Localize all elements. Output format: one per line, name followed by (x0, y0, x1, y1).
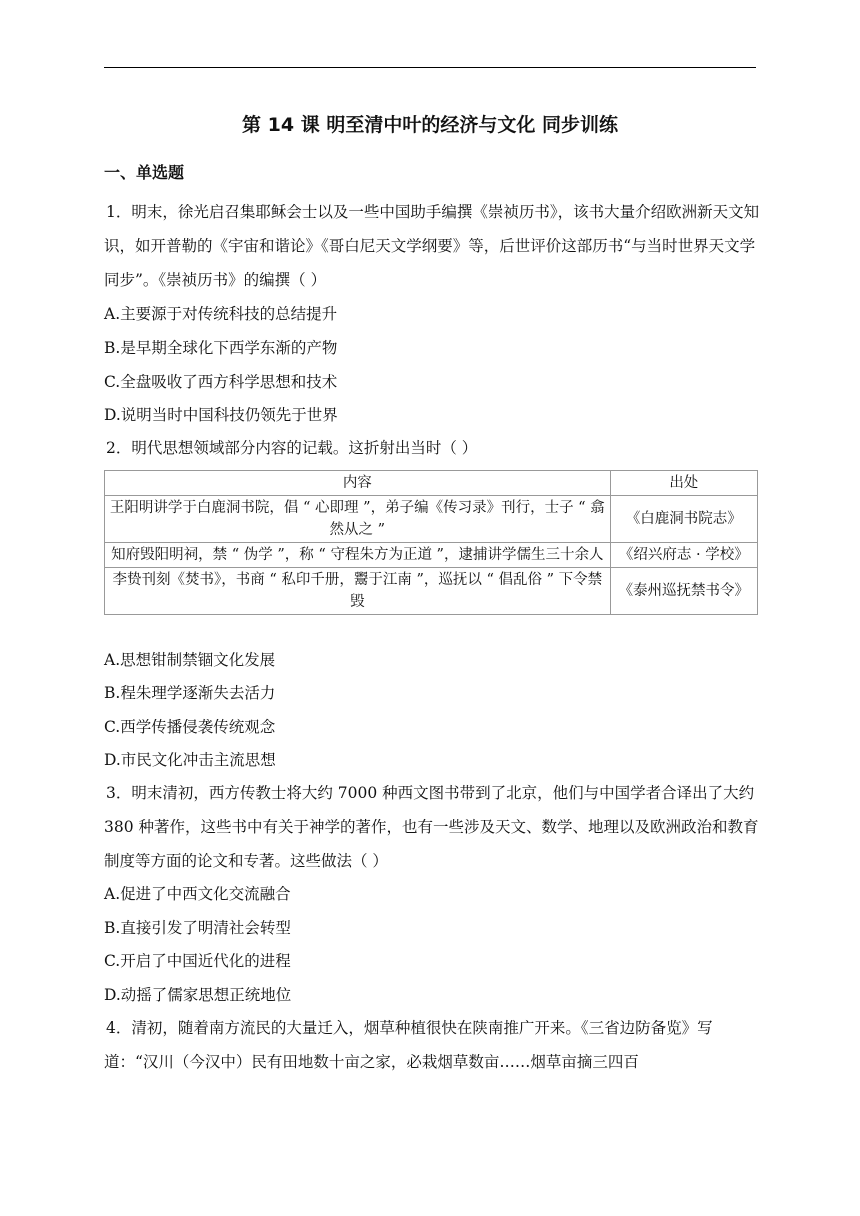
header-rule (104, 67, 756, 68)
question-2-option-b: B.程朱理学逐渐失去活力 (104, 684, 276, 702)
question-3-option-a: A.促进了中西文化交流融合 (104, 885, 291, 903)
table-header-row (105, 471, 758, 496)
question-4-stem: 4．清初，随着南方流民的大量迁入，烟草种植很快在陕南推广开来。《三省边防备览》写道：“汉川（今汉中）民有田地数十亩之家，必栽烟草数亩……烟草亩摘三四百 (104, 1019, 713, 1071)
table-cell-source: 《白鹿洞书院志》 (610, 496, 757, 543)
question-3-option-c: C.开启了中国近代化的进程 (104, 952, 291, 970)
question-1-stem: 1．明末，徐光启召集耶稣会士以及一些中国助手编撰《崇祯历书》，该书大量介绍欧洲新天文知识，如开普勒的《宇宙和谐论》《哥白尼天文学纲要》等，后世评价这部历书“与当时世界天文学同步”。《崇祯历书》的编撰（ ） (104, 203, 760, 289)
question-3-option-b: B.直接引发了明清社会转型 (104, 919, 291, 937)
table-cell-source: 《泰州巡抚禁书令》 (610, 568, 757, 615)
question-2-stem: 2．明代思想领域部分内容的记载。这折射出当时（ ） (106, 439, 478, 457)
table-cell-content: 知府毁阳明祠，禁 “ 伪学 ”，称 “ 守程朱方为正道 ”，逮捕讲学儒生三十余人 (105, 543, 611, 568)
question-1-option-d: D.说明当时中国科技仍领先于世界 (104, 406, 338, 424)
table-cell-content: 李贽刊刻《焚书》，书商 “ 私印千册，鬻于江南 ”，巡抚以 “ 倡乱俗 ” 下令禁毁 (105, 568, 611, 615)
table-cell-source: 《绍兴府志 · 学校》 (610, 543, 757, 568)
table-cell-content: 王阳明讲学于白鹿洞书院，倡 “ 心即理 ”，弟子编《传习录》刊行，士子 “ 翕然从之 ” (105, 496, 611, 543)
table-row (105, 543, 758, 568)
question-1-option-a: A.主要源于对传统科技的总结提升 (104, 305, 338, 323)
table-header-content: 内容 (105, 471, 611, 496)
section-heading: 一、单选题 (104, 163, 185, 182)
table-header-source: 出处 (610, 471, 757, 496)
question-2-option-a: A.思想钳制禁锢文化发展 (104, 651, 276, 669)
question-3-stem: 3．明末清初，西方传教士将大约 7000 种西文图书带到了北京，他们与中国学者合译出了大约 380 种著作，这些书中有关于神学的著作，也有一些涉及天文、数学、地理以及欧洲政治和教育制度等方面的论文和专著。这些做法（ ） (104, 784, 759, 870)
question-1-option-c: C.全盘吸收了西方科学思想和技术 (104, 373, 338, 391)
question-1-option-b: B.是早期全球化下西学东渐的产物 (104, 339, 338, 357)
table-row (105, 568, 758, 615)
question-2-option-d: D.市民文化冲击主流思想 (104, 751, 276, 769)
question-2-table (104, 470, 758, 615)
question-3-option-d: D.动摇了儒家思想正统地位 (104, 986, 292, 1004)
table-row (105, 496, 758, 543)
page-title: 第 14 课 明至清中叶的经济与文化 同步训练 (242, 114, 618, 136)
question-2-option-c: C.西学传播侵袭传统观念 (104, 718, 276, 736)
